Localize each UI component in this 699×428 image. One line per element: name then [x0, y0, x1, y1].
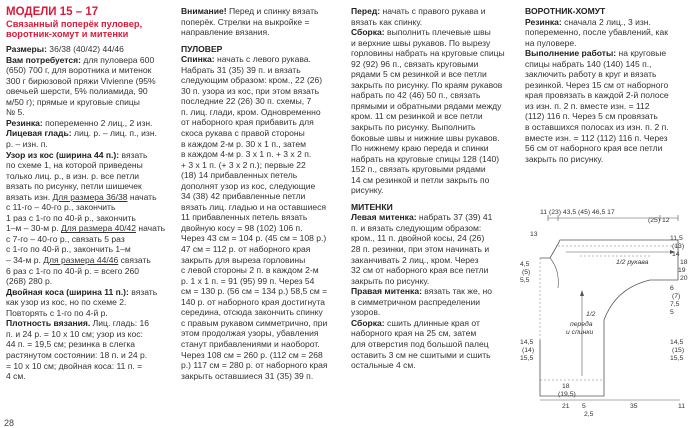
assembly-line-3: горловины набрать на круговые спицы	[351, 48, 505, 59]
diagram-left-155: 15,5	[520, 355, 534, 362]
diagram-bottom-11: 11	[678, 403, 686, 410]
right-mitten-line-2: в симметричном распределении	[351, 296, 480, 307]
assembly-line-4: 92 (92) 96 п., связать круговыми	[351, 58, 479, 69]
right-mitten-value: вязать так же, но	[421, 286, 492, 297]
materials-line-4: овечьей шерсти, 5% полиамида, 90	[6, 86, 148, 97]
back-line-1	[181, 54, 345, 65]
back-line-29: Через 108 см = 260 р. (112 см = 268	[181, 349, 323, 360]
cable44-text-5c: начать	[127, 191, 157, 202]
assembly-line-2: и верхние швы рукавов. По вырезу	[351, 37, 491, 48]
collar-work-line-1	[525, 48, 695, 59]
size-44-text: Для размера 44/46	[43, 255, 119, 266]
cable11-line-3: Повторять с 1-го по 4-й р.	[6, 307, 108, 318]
rib-label: Резинка:	[6, 117, 43, 128]
diagram-right-75: 7,5	[670, 301, 680, 308]
rib-value: попеременно 2 лиц., 2 изн.	[42, 117, 153, 128]
diagram-bottom-21: 21	[562, 403, 570, 410]
diagram-left-55: 5,5	[520, 277, 530, 284]
collar-work-line-4: резинкой. Через 15 см от наборного	[525, 79, 669, 90]
collar-work-line-11: закрыть по рисунку.	[525, 153, 604, 164]
diagram-right-15: (15)	[672, 347, 685, 354]
pattern-schematic-diagram	[520, 200, 696, 422]
cable44-text-8c: начать	[136, 223, 166, 234]
back-line-17: двойную косу = 98 (102) 106 п.	[181, 222, 303, 233]
collar-work-value: на круговые	[616, 48, 667, 59]
back-line-26: с правым рукавом симметрично, при	[181, 317, 328, 328]
materials-line-1	[6, 55, 172, 66]
collar-rib-line-2: попеременно, после убавлений, как	[525, 27, 668, 38]
assembly-line-13: набрать на круговые спицы 128 (140)	[351, 153, 500, 164]
materials-line-6: № 5.	[6, 107, 25, 118]
back-line-27: этом продолжая узоры, убавления	[181, 328, 319, 339]
collar-rib-line-3: на пуловере.	[525, 37, 577, 48]
front-value: начать с правого рукава и	[380, 6, 486, 16]
diagram-left-45: 4,5	[520, 261, 530, 268]
back-line-9: в каждом 2-м р. 30 х 1 п., затем	[181, 138, 306, 149]
back-line-15: вязать лиц. гладью и на оставшиеся	[181, 201, 327, 212]
mitten-assembly-line-5: остальные 4 см.	[351, 360, 416, 371]
assembly-line-15: 14 см резинкой и петли закрыть по	[351, 174, 490, 185]
diagram-right-19: 19	[678, 267, 686, 274]
materials-line-2: (650) 700 г, для воротника и митенок	[6, 65, 152, 76]
front-label: Перед:	[351, 6, 381, 16]
cable44-line-8	[6, 223, 172, 234]
materials-line-5: м/50 г); прямые и круговые спицы	[6, 96, 140, 107]
diagram-top-left-13: 13	[530, 231, 538, 238]
collar-work-line-2: спицы набрать 140 (140) 145 п.,	[525, 58, 652, 69]
diagram-left-14: (14)	[522, 347, 535, 354]
diagram-bottom-5: 5	[582, 403, 586, 410]
assembly-line-6: закрыть по рисунку. По краям рукавов	[351, 79, 503, 90]
cable44-line-13: (268) 280 р.	[6, 276, 53, 287]
gauge-line-3: 44 п. = 19,5 см; резинка в слегка	[6, 339, 136, 350]
right-mitten-label: Правая митенка:	[351, 286, 422, 297]
rib-line	[6, 118, 172, 129]
diagram-neck-curve	[550, 258, 558, 288]
cable44-value: вязать	[119, 149, 148, 160]
collar-work-line-5: края провязать в каждой 2-й полосе	[525, 90, 669, 101]
mitten-assembly-value: сшить длинные края от	[384, 317, 480, 328]
cable44-line-7: 1 раз с 1-го по 40-й р., закончить	[6, 212, 136, 223]
left-mitten-line-7: закрыть по рисунку.	[351, 275, 430, 286]
size-36-link-text: Для размера 36/38	[52, 191, 128, 202]
materials-line-3: 300 г бирюзовой пряжи Vivienne (95%	[6, 75, 156, 86]
cable44-line-12: 6 раз с 1-го по 40-й р. = всего 260	[6, 265, 140, 276]
stst-value: лиц. р. – лиц. п., изн.	[71, 128, 157, 139]
mitten-assembly-line-1	[351, 318, 517, 329]
collar-heading: ВОРОТНИК-ХОМУТ	[525, 6, 606, 16]
cable44-line-11	[6, 255, 172, 266]
assembly-label: Сборка:	[351, 27, 385, 38]
materials-label: Вам потребуется:	[6, 54, 81, 65]
pullover-heading: ПУЛОВЕР	[181, 43, 223, 54]
diagram-right-18: 18	[680, 259, 688, 266]
back-line-3: следующим образом: кром., 22 (26)	[181, 75, 323, 86]
cable44-line-10: с 1-го по 40-й р., закончить 1–м	[6, 244, 131, 255]
assembly-line-14: 152 п., связать круговыми рядами	[351, 164, 486, 175]
mitten-assembly-line-3: для отверстия под большой палец	[351, 338, 489, 349]
diagram-left-145: 14,5	[520, 339, 534, 346]
cable44-label: Узор из кос (ширина 44 п.):	[6, 149, 120, 160]
cable44-text-11c: связать	[118, 255, 151, 266]
sizes-value: 36/38 (40/42) 44/46	[46, 44, 124, 55]
note-line-1	[181, 6, 345, 17]
left-mitten-line-5: заканчивать 2 лиц., кром. Через	[351, 254, 479, 265]
assembly-line-10: закрыть по рисунку. Выполнить	[351, 122, 476, 133]
gauge-value: Лиц. гладь: 16	[90, 318, 150, 329]
left-mitten-line-3: кром., 11 п. двойной косы, 24 (26)	[351, 233, 485, 244]
cable11-value: вязать	[128, 286, 158, 297]
diagram-right-14: 14	[672, 251, 680, 258]
left-mitten-line-2: п. и вязать следующим образом:	[351, 222, 482, 233]
assembly-line-11: боковые швы и нижние швы рукавов.	[351, 132, 500, 143]
back-line-21: с левой стороны 2 п. в каждом 2-м	[181, 265, 319, 276]
cable44-line-1	[6, 150, 172, 161]
collar-work-line-7: (112) 116 п. Через 5 см провязать	[525, 111, 658, 122]
back-line-4: 30 п. узора из кос, при этом вязать	[181, 85, 320, 96]
cable11-label: Двойная коса (ширина 11 п.):	[6, 286, 129, 297]
sizes-line	[6, 44, 172, 55]
gauge-label: Плотность вязания.	[6, 318, 91, 329]
back-line-25: середина, отсюда закончить спинку	[181, 307, 323, 318]
back-line-7: от наборного края прибавить для	[181, 117, 314, 128]
assembly-value: выполнить плечевые швы	[384, 27, 491, 38]
back-line-23: см = 130 р. (56 см = 134 р.) 58,5 см =	[181, 286, 328, 297]
collar-work-label: Выполнение работы:	[525, 48, 617, 59]
cable44-text-5a: вязать изн.	[6, 191, 53, 202]
back-line-13: дополнят узор из кос, следующие	[181, 180, 316, 191]
materials-value: для пуловера 600	[80, 54, 155, 65]
size-40-text: Для размера 40/42	[61, 223, 137, 234]
assembly-line-12: По нижнему краю переда и спинки	[351, 143, 489, 154]
models-title: МОДЕЛИ 15 – 17	[6, 6, 99, 18]
front-line-2: вязать как спинку.	[351, 16, 423, 27]
back-line-30: р.) 117 см = 280 р. от наборного края	[181, 360, 328, 371]
back-line-18: Через 43 см = 104 р. (45 см = 108 р.)	[181, 233, 327, 244]
diagram-body-arrowhead-icon	[580, 290, 584, 296]
back-line-12: (18) 14 прибавленных петель	[181, 170, 298, 181]
cable44-line-9: с 7-го – 40-го р., связать 5 раз	[6, 233, 125, 244]
collar-work-line-8: в оставшихся полосах из изн. п. 2 п.	[525, 122, 669, 133]
cable44-line-5	[6, 192, 172, 203]
cable44-line-3: только лиц. р., в изн. р. все петли	[6, 170, 140, 181]
back-line-19: 47 см = 112 р. от наборного края	[181, 244, 311, 255]
left-mitten-value: набрать 37 (39) 41	[416, 212, 493, 223]
diagram-half-label: 1/2	[586, 311, 596, 318]
left-mitten-line-1	[351, 212, 517, 223]
back-value: начать с левого рукава.	[214, 54, 311, 65]
diagram-right-115: 11,5	[670, 235, 683, 242]
collar-work-line-6: из изн. п. 2 п. вместе изн. = 112	[525, 100, 650, 111]
diagram-back-label: и спинки	[566, 329, 594, 336]
column-3	[351, 6, 517, 371]
diagram-right-5: 5	[670, 309, 674, 316]
mitten-assembly-line-4: оставить 3 см не сшитыми и сшить	[351, 349, 491, 360]
gauge-line-5: = 10 х 10 см; двойная коса: 11 п. =	[6, 360, 143, 371]
assembly-line-5: рядами 5 см резинкой и все петли	[351, 69, 487, 80]
stst-line-1	[6, 128, 172, 139]
column-4	[525, 6, 695, 164]
stst-label: Лицевая гладь:	[6, 128, 72, 139]
collar-work-line-3: заключить работу в круг и вязать	[525, 69, 657, 80]
back-line-20: закрыть для выреза горловины	[181, 254, 306, 265]
diagram-bottom-25: 2,5	[584, 411, 594, 418]
back-line-6: п. лиц. глади, кром. Одновременно	[181, 106, 321, 117]
note-line-3: направление вязания.	[181, 27, 270, 38]
models-subtitle-line-1: Связанный поперёк пуловер,	[6, 18, 143, 29]
diagram-right-13: (13)	[672, 243, 685, 250]
gauge-line-6: 4 см.	[6, 371, 26, 382]
page-number: 28	[4, 418, 15, 428]
front-line-1	[351, 6, 517, 17]
assembly-line-1	[351, 27, 517, 38]
back-line-22: р. 1 х 1 п. = 91 (95) 99 п. Через 54	[181, 275, 315, 286]
left-mitten-line-6: 32 см от наборного края все петли	[351, 265, 489, 276]
back-line-14: 34 (38) 42 прибавленные петли	[181, 191, 306, 202]
note-line-2: поперёк. Стрелки на выкройке =	[181, 16, 310, 27]
back-line-16: 11 прибавленных петель вязать	[181, 212, 308, 223]
diagram-bottom-18: 18	[562, 383, 570, 390]
collar-rib-label: Резинка:	[525, 16, 562, 27]
back-label: Спинка:	[181, 54, 215, 65]
cable44-text-11a: – 34-м р.	[6, 255, 44, 266]
diagram-bottom-195: (19,5)	[558, 391, 576, 398]
diagram-bottom-35: 35	[630, 403, 638, 410]
collar-work-line-9: вместе изн. = 112 (112) 116 п. Через	[525, 132, 668, 143]
mitten-assembly-label: Сборка:	[351, 317, 385, 328]
back-line-2: Набрать 31 (35) 39 п. и вязать	[181, 64, 301, 75]
right-mitten-line-1	[351, 286, 517, 297]
diagram-sleeve-label: 1/2 рукава	[616, 259, 649, 266]
gauge-line-2: п. и 24 р. = 10 х 10 см; узор из кос:	[6, 328, 143, 339]
cable11-line-2: как узор из кос, но по схеме 2.	[6, 297, 127, 308]
diagram-right-6: 6	[670, 285, 674, 292]
cable44-line-2: по схеме 1, на которой приведены	[6, 160, 143, 171]
back-line-10: в каждом 4-м р. 3 х 1 п. + 3 х 2 п.	[181, 149, 312, 160]
mitten-assembly-line-2: наборного края на 25 см, затем	[351, 328, 477, 339]
note-label: Внимание!	[181, 6, 227, 16]
diagram-top-dims-b: (25) 12	[648, 217, 670, 224]
gauge-line-4: растянутом состоянии: 18 п. и 24 р.	[6, 349, 148, 360]
collar-rib-line-1	[525, 17, 695, 28]
column-1	[6, 6, 172, 382]
back-line-24: 140 р. от наборного края достигнута	[181, 296, 326, 307]
diagram-front-label: переда	[570, 321, 593, 328]
diagram-top-dims: 11 (23) 43,5 (45) 46,5 17	[540, 209, 615, 216]
assembly-line-7: набрать по 42 (46) 50 п., связать	[351, 90, 481, 101]
back-line-11: + 3 х 1 п. (+ 3 х 2 п.); первые 22	[181, 159, 306, 170]
column-2	[181, 6, 345, 381]
left-mitten-label: Левая митенка:	[351, 212, 417, 223]
diagram-right-20: 20	[680, 275, 688, 282]
note-value: Перед и спинку вязать	[226, 6, 319, 16]
collar-rib-value: сначала 2 лиц., 3 изн.	[561, 16, 651, 27]
left-mitten-line-4: 28 п. резинки, при этом начинать и	[351, 244, 490, 255]
diagram-left-5: (5)	[522, 269, 531, 276]
collar-work-line-10: 56 см от наборного края все петли	[525, 143, 663, 154]
cable44-text-8a: 1–м – 30-м р.	[6, 223, 61, 234]
diagram-right-7: (7)	[672, 293, 681, 300]
diagram-right-145: 14,5	[670, 339, 684, 346]
right-mitten-line-3: узоров.	[351, 307, 381, 318]
cable44-line-4: вязать по рисунку, петли шишечек	[6, 181, 142, 192]
mittens-heading: МИТЕНКИ	[351, 201, 393, 212]
cable11-line-1	[6, 287, 172, 298]
diagram-right-155: 15,5	[670, 355, 684, 362]
back-line-28: станут прибавлениями и наоборот.	[181, 338, 320, 349]
assembly-line-8: прямыми и обратными рядами между	[351, 100, 502, 111]
assembly-line-9: кром. 11 см резинкой и все петли	[351, 111, 483, 122]
gauge-line-1	[6, 318, 172, 329]
assembly-line-16: рисунку.	[351, 185, 384, 196]
back-line-5: последние 22 (26) 30 п. схемы, 7	[181, 96, 312, 107]
back-line-31: закрыть оставшиеся 31 (35) 39 п.	[181, 370, 314, 381]
stst-line-2: р. – изн. п.	[6, 139, 48, 150]
cable44-line-6: с 11-го – 40-го р., закончить	[6, 202, 116, 213]
back-line-8: скоса рукава с правой стороны	[181, 128, 305, 139]
models-subtitle-line-2: воротник-хомут и митенки	[6, 29, 129, 40]
sizes-label: Размеры:	[6, 44, 47, 55]
